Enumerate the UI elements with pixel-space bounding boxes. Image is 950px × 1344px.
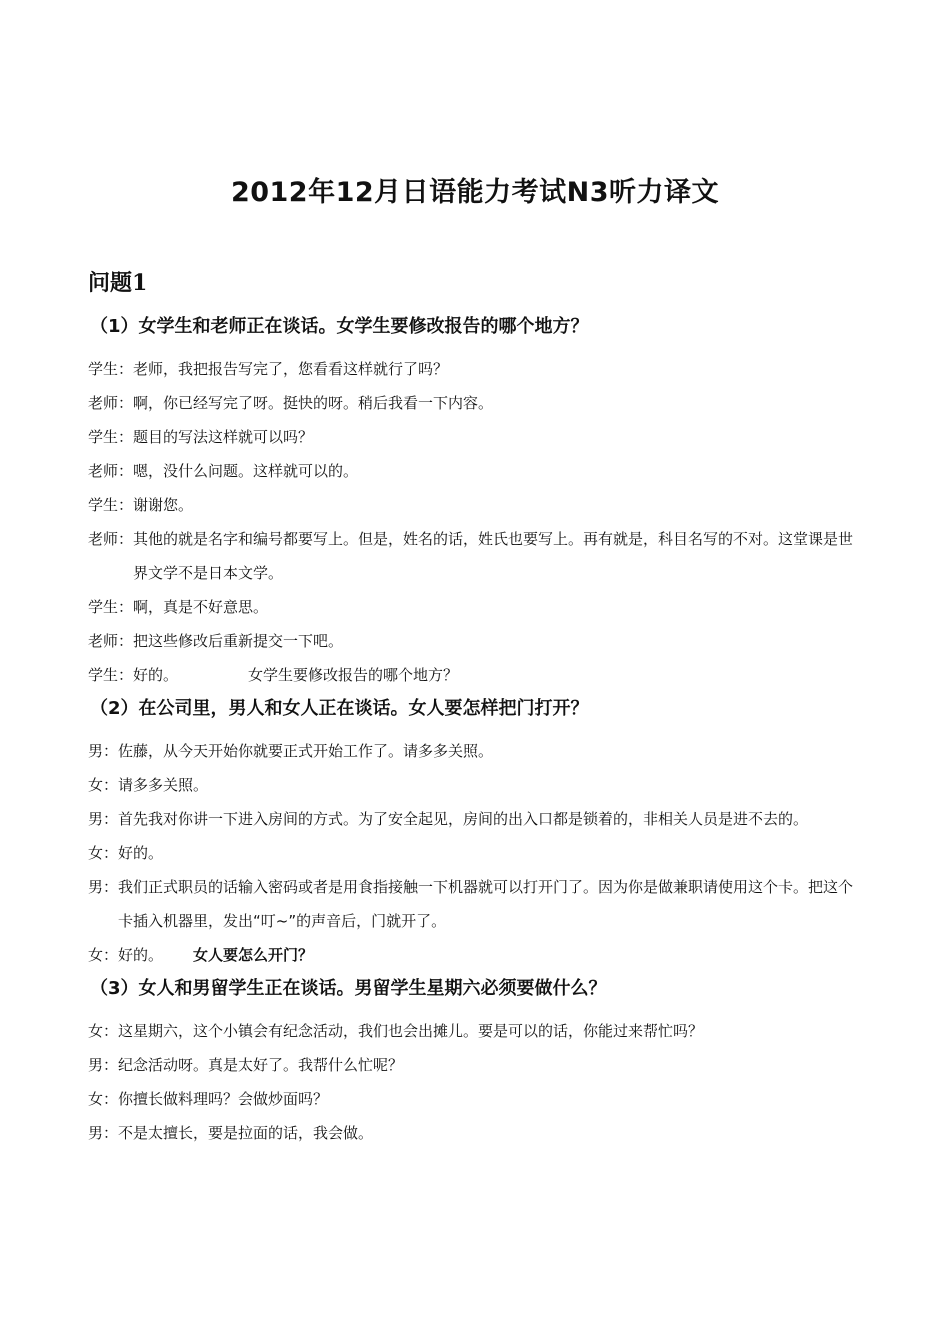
- dialogue-line: [88, 1082, 868, 1116]
- dialogue-line: [88, 658, 868, 692]
- speaker-label: 学生：: [88, 496, 134, 514]
- speaker-label: 学生：: [88, 428, 134, 446]
- dialogue-line: [88, 488, 868, 522]
- dialogue-line: [88, 1048, 868, 1082]
- question-repeat: 女学生要修改报告的哪个地方？: [248, 666, 459, 684]
- question-heading: （2）在公司里，男人和女人正在谈话。女人要怎样把门打开？: [90, 698, 589, 719]
- dialogue-text: 我们正式职员的话输入密码或者是用食指接触一下机器就可以打开门了。因为你是做兼职请使用这个卡。把这个卡插入机器里，发出“叮~”的声音后，门就开了。: [118, 878, 854, 930]
- dialogue-line: [88, 768, 868, 802]
- speaker-label: 男：: [88, 810, 119, 828]
- dialogue-line: [88, 1116, 868, 1150]
- dialogue-text: 好的。: [118, 844, 164, 862]
- speaker-label: 男：: [88, 742, 119, 760]
- dialogue-text: 其他的就是名字和编号都要写上。但是，姓名的话，姓氏也要写上。再有就是，科目名写的不对。这堂课是世界文学不是日本文学。: [133, 530, 854, 582]
- dialogue-text: 题目的写法这样就可以吗？: [133, 428, 314, 446]
- speaker-label: 老师：: [88, 530, 134, 548]
- dialogue-line: [88, 590, 868, 624]
- question-heading: （3）女人和男留学生正在谈话。男留学生星期六必须要做什么？: [90, 978, 607, 999]
- dialogue-text: 首先我对你讲一下进入房间的方式。为了安全起见，房间的出入口都是锁着的，非相关人员是进不去的。: [118, 810, 809, 828]
- speaker-label: 女：: [88, 1090, 119, 1108]
- speaker-label: 老师：: [88, 394, 134, 412]
- dialogue-line: [88, 1014, 868, 1048]
- dialogue-text: 啊，真是不好意思。: [133, 598, 269, 616]
- dialogue-line: [88, 386, 868, 420]
- dialogue-text: 谢谢您。: [133, 496, 194, 514]
- dialogue-line: [88, 454, 868, 488]
- speaker-label: 老师：: [88, 462, 134, 480]
- dialogue-line: [88, 802, 868, 836]
- speaker-label: 学生：: [88, 666, 134, 684]
- question-block-2: [88, 696, 868, 972]
- dialogue-line: [88, 420, 868, 454]
- dialogue-text: 老师，我把报告写完了，您看看这样就行了吗？: [133, 360, 449, 378]
- document-body: [88, 312, 868, 1154]
- speaker-label: 男：: [88, 1056, 119, 1074]
- dialogue-text: 不是太擅长，要是拉面的话，我会做。: [118, 1124, 374, 1142]
- speaker-label: 女：: [88, 776, 119, 794]
- dialogue-line: [88, 870, 868, 938]
- dialogue-text: 纪念活动呀。真是太好了。我帮什么忙呢？: [118, 1056, 404, 1074]
- speaker-label: 学生：: [88, 598, 134, 616]
- speaker-label: 老师：: [88, 632, 134, 650]
- dialogue-line: [88, 522, 868, 590]
- speaker-label: 男：: [88, 1124, 119, 1142]
- dialogue-text: 请多多关照。: [118, 776, 209, 794]
- dialogue-line: [88, 624, 868, 658]
- dialogue-text: 好的。: [133, 666, 179, 684]
- dialogue-text: 好的。: [118, 946, 164, 964]
- speaker-label: 女：: [88, 844, 119, 862]
- dialogue-text: 你擅长做料理吗？会做炒面吗？: [118, 1090, 329, 1108]
- dialogue-text: 嗯，没什么问题。这样就可以的。: [133, 462, 359, 480]
- dialogue-text: 把这些修改后重新提交一下吧。: [133, 632, 344, 650]
- page-title: 2012年12月日语能力考试N3听力译文: [230, 177, 720, 208]
- dialogue-line: [88, 352, 868, 386]
- speaker-label: 男：: [88, 878, 119, 896]
- question-block-1: [88, 314, 868, 692]
- speaker-label: 学生：: [88, 360, 134, 378]
- dialogue-text: 佐藤，从今天开始你就要正式开始工作了。请多多关照。: [118, 742, 494, 760]
- question-repeat: 女人要怎么开门？: [193, 946, 314, 964]
- question-heading: （1）女学生和老师正在谈话。女学生要修改报告的哪个地方？: [90, 316, 589, 337]
- dialogue-line: [88, 734, 868, 768]
- speaker-label: 女：: [88, 1022, 119, 1040]
- dialogue-line: [88, 836, 868, 870]
- dialogue-text: 啊，你已经写完了呀。挺快的呀。稍后我看一下内容。: [133, 394, 494, 412]
- dialogue-text: 这星期六，这个小镇会有纪念活动，我们也会出摊儿。要是可以的话，你能过来帮忙吗？: [118, 1022, 704, 1040]
- question-block-3: [88, 976, 868, 1150]
- dialogue-line: [88, 938, 868, 972]
- speaker-label: 女：: [88, 946, 119, 964]
- section-heading: 问题1: [88, 270, 148, 296]
